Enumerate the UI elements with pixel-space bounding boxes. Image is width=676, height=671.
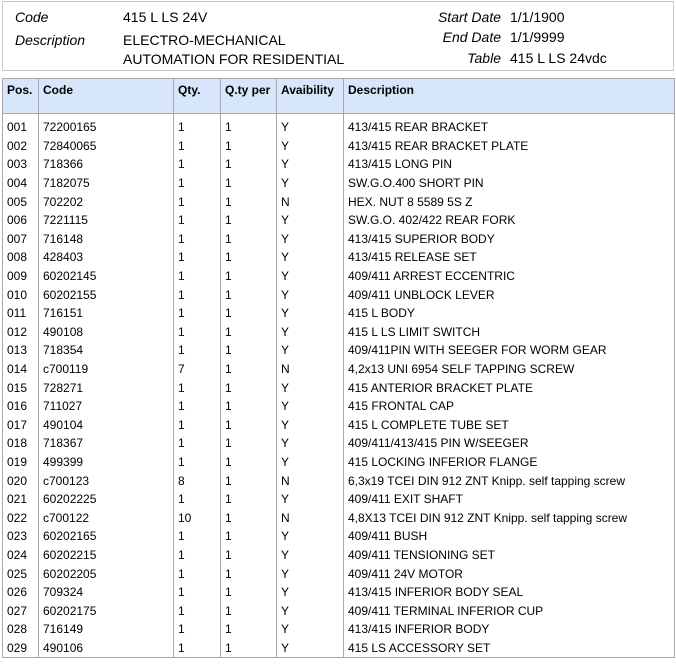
cell-code: 718367 [39, 434, 174, 453]
table-row [3, 508, 675, 527]
cell-description: 4,2x13 UNI 6954 SELF TAPPING SCREW [344, 360, 675, 379]
cell-description: 409/411PIN WITH SEEGER FOR WORM GEAR [344, 341, 675, 360]
cell-code: 709324 [39, 583, 174, 602]
cell-qty: 1 [174, 341, 221, 360]
end-date-label: End Date [442, 29, 501, 45]
table-row [3, 114, 675, 137]
cell-pos: 029 [3, 639, 39, 658]
cell-qty: 1 [174, 211, 221, 230]
cell-qty-per: 1 [221, 137, 277, 156]
cell-pos: 009 [3, 267, 39, 286]
cell-availability: Y [277, 323, 344, 342]
cell-availability: Y [277, 137, 344, 156]
cell-qty: 7 [174, 360, 221, 379]
cell-code: 60202175 [39, 601, 174, 620]
cell-qty-per: 1 [221, 192, 277, 211]
cell-qty: 1 [174, 583, 221, 602]
cell-qty-per: 1 [221, 583, 277, 602]
table-row [3, 230, 675, 249]
start-date-value: 1/1/1900 [510, 9, 565, 25]
cell-description: 409/411 TENSIONING SET [344, 546, 675, 565]
cell-availability: N [277, 508, 344, 527]
cell-qty: 1 [174, 267, 221, 286]
description-label: Description [15, 32, 86, 48]
cell-qty-per: 1 [221, 267, 277, 286]
cell-availability: Y [277, 211, 344, 230]
table-row [3, 471, 675, 490]
cell-description: 415 FRONTAL CAP [344, 397, 675, 416]
cell-description: 413/415 REAR BRACKET PLATE [344, 137, 675, 156]
cell-qty-per: 1 [221, 397, 277, 416]
table-row [3, 583, 675, 602]
table-row [3, 601, 675, 620]
table-header-row [3, 79, 675, 114]
cell-code: 72840065 [39, 137, 174, 156]
cell-pos: 003 [3, 155, 39, 174]
cell-availability: Y [277, 114, 344, 137]
cell-pos: 019 [3, 453, 39, 472]
cell-qty-per: 1 [221, 601, 277, 620]
cell-availability: Y [277, 230, 344, 249]
cell-qty-per: 1 [221, 285, 277, 304]
cell-qty-per: 1 [221, 230, 277, 249]
cell-description: 415 LS ACCESSORY SET [344, 639, 675, 658]
cell-pos: 023 [3, 527, 39, 546]
table-row [3, 285, 675, 304]
cell-description: 415 L COMPLETE TUBE SET [344, 416, 675, 435]
cell-pos: 028 [3, 620, 39, 639]
cell-qty-per: 1 [221, 620, 277, 639]
cell-code: 7221115 [39, 211, 174, 230]
cell-qty-per: 1 [221, 639, 277, 658]
table-label: Table [467, 50, 501, 66]
cell-pos: 021 [3, 490, 39, 509]
table-row [3, 527, 675, 546]
table-row [3, 416, 675, 435]
col-header-pos: Pos. [3, 79, 39, 114]
code-label: Code [15, 9, 49, 25]
cell-qty: 1 [174, 230, 221, 249]
cell-code: c700123 [39, 471, 174, 490]
cell-pos: 008 [3, 248, 39, 267]
cell-description: 409/411 BUSH [344, 527, 675, 546]
col-header-code: Code [39, 79, 174, 114]
description-line-1: ELECTRO-MECHANICAL [123, 32, 286, 48]
cell-availability: Y [277, 527, 344, 546]
cell-description: HEX. NUT 8 5589 5S Z [344, 192, 675, 211]
cell-availability: Y [277, 546, 344, 565]
cell-description: 409/411 TERMINAL INFERIOR CUP [344, 601, 675, 620]
cell-qty-per: 1 [221, 527, 277, 546]
start-date-label: Start Date [437, 9, 501, 25]
cell-qty: 1 [174, 620, 221, 639]
cell-qty: 1 [174, 601, 221, 620]
table-row [3, 192, 675, 211]
cell-qty-per: 1 [221, 564, 277, 583]
cell-code: 490106 [39, 639, 174, 658]
cell-description: SW.G.O. 402/422 REAR FORK [344, 211, 675, 230]
cell-qty: 1 [174, 397, 221, 416]
cell-qty-per: 1 [221, 114, 277, 137]
cell-pos: 018 [3, 434, 39, 453]
cell-description: 415 LOCKING INFERIOR FLANGE [344, 453, 675, 472]
cell-code: 702202 [39, 192, 174, 211]
cell-pos: 013 [3, 341, 39, 360]
cell-code: 716148 [39, 230, 174, 249]
table-row [3, 434, 675, 453]
cell-availability: Y [277, 341, 344, 360]
cell-availability: Y [277, 174, 344, 193]
table-row [3, 546, 675, 565]
table-value: 415 L LS 24vdc [510, 50, 607, 66]
cell-pos: 014 [3, 360, 39, 379]
cell-pos: 011 [3, 304, 39, 323]
cell-description: 6,3x19 TCEI DIN 912 ZNT Knipp. self tapping screw [344, 471, 675, 490]
cell-availability: Y [277, 155, 344, 174]
cell-qty-per: 1 [221, 471, 277, 490]
cell-pos: 026 [3, 583, 39, 602]
cell-code: 490108 [39, 323, 174, 342]
cell-pos: 007 [3, 230, 39, 249]
cell-qty-per: 1 [221, 248, 277, 267]
cell-description: 413/415 INFERIOR BODY SEAL [344, 583, 675, 602]
cell-qty: 1 [174, 114, 221, 137]
cell-qty: 1 [174, 304, 221, 323]
cell-pos: 010 [3, 285, 39, 304]
cell-pos: 027 [3, 601, 39, 620]
cell-code: 60202205 [39, 564, 174, 583]
cell-pos: 017 [3, 416, 39, 435]
cell-qty-per: 1 [221, 490, 277, 509]
cell-description: 4,8X13 TCEI DIN 912 ZNT Knipp. self tapping screw [344, 508, 675, 527]
cell-qty: 1 [174, 137, 221, 156]
cell-description: 415 L LS LIMIT SWITCH [344, 323, 675, 342]
cell-pos: 022 [3, 508, 39, 527]
cell-qty-per: 1 [221, 434, 277, 453]
cell-code: 716151 [39, 304, 174, 323]
cell-qty: 1 [174, 416, 221, 435]
cell-description: 413/415 SUPERIOR BODY [344, 230, 675, 249]
cell-qty: 1 [174, 155, 221, 174]
cell-code: 716149 [39, 620, 174, 639]
cell-qty-per: 1 [221, 378, 277, 397]
cell-description: 413/415 REAR BRACKET [344, 114, 675, 137]
cell-description: 413/415 INFERIOR BODY [344, 620, 675, 639]
table-row [3, 620, 675, 639]
table-row [3, 453, 675, 472]
cell-availability: Y [277, 490, 344, 509]
table-row [3, 397, 675, 416]
cell-code: 728271 [39, 378, 174, 397]
table-row [3, 378, 675, 397]
cell-availability: Y [277, 285, 344, 304]
cell-availability: Y [277, 248, 344, 267]
cell-availability: Y [277, 583, 344, 602]
cell-description: SW.G.O.400 SHORT PIN [344, 174, 675, 193]
cell-qty-per: 1 [221, 211, 277, 230]
cell-pos: 002 [3, 137, 39, 156]
cell-pos: 004 [3, 174, 39, 193]
cell-availability: Y [277, 397, 344, 416]
cell-qty: 1 [174, 639, 221, 658]
cell-description: 413/415 RELEASE SET [344, 248, 675, 267]
cell-qty: 10 [174, 508, 221, 527]
cell-description: 409/411 EXIT SHAFT [344, 490, 675, 509]
cell-pos: 015 [3, 378, 39, 397]
cell-availability: N [277, 192, 344, 211]
cell-availability: N [277, 360, 344, 379]
table-row [3, 248, 675, 267]
cell-qty-per: 1 [221, 341, 277, 360]
cell-availability: Y [277, 453, 344, 472]
col-header-qty: Qty. [174, 79, 221, 114]
cell-code: 7182075 [39, 174, 174, 193]
cell-pos: 001 [3, 114, 39, 137]
cell-code: 428403 [39, 248, 174, 267]
cell-qty: 1 [174, 323, 221, 342]
table-row [3, 639, 675, 658]
cell-availability: Y [277, 434, 344, 453]
document-header [2, 1, 674, 71]
cell-pos: 020 [3, 471, 39, 490]
cell-availability: Y [277, 304, 344, 323]
cell-qty-per: 1 [221, 360, 277, 379]
cell-qty-per: 1 [221, 546, 277, 565]
cell-code: 72200165 [39, 114, 174, 137]
cell-code: 60202145 [39, 267, 174, 286]
cell-qty-per: 1 [221, 323, 277, 342]
table-row [3, 155, 675, 174]
cell-qty: 1 [174, 192, 221, 211]
cell-code: 718354 [39, 341, 174, 360]
table-row [3, 174, 675, 193]
cell-qty: 1 [174, 546, 221, 565]
cell-qty: 1 [174, 564, 221, 583]
cell-description: 409/411/413/415 PIN W/SEEGER [344, 434, 675, 453]
cell-qty: 1 [174, 490, 221, 509]
cell-qty-per: 1 [221, 155, 277, 174]
cell-qty: 1 [174, 527, 221, 546]
cell-code: c700122 [39, 508, 174, 527]
description-line-2: AUTOMATION FOR RESIDENTIAL [123, 51, 345, 67]
cell-availability: Y [277, 620, 344, 639]
cell-pos: 016 [3, 397, 39, 416]
cell-availability: Y [277, 416, 344, 435]
cell-qty: 8 [174, 471, 221, 490]
cell-availability: Y [277, 267, 344, 286]
cell-availability: Y [277, 601, 344, 620]
cell-availability: Y [277, 639, 344, 658]
cell-code: 499399 [39, 453, 174, 472]
cell-qty-per: 1 [221, 174, 277, 193]
end-date-value: 1/1/9999 [510, 29, 565, 45]
cell-qty-per: 1 [221, 453, 277, 472]
col-header-description: Description [344, 79, 675, 114]
table-row [3, 490, 675, 509]
cell-qty: 1 [174, 248, 221, 267]
cell-pos: 005 [3, 192, 39, 211]
cell-pos: 025 [3, 564, 39, 583]
cell-qty-per: 1 [221, 508, 277, 527]
parts-table [2, 78, 675, 658]
col-header-availability: Avaibility [277, 79, 344, 114]
cell-qty: 1 [174, 453, 221, 472]
cell-code: 711027 [39, 397, 174, 416]
cell-description: 409/411 UNBLOCK LEVER [344, 285, 675, 304]
table-row [3, 341, 675, 360]
table-row [3, 564, 675, 583]
cell-qty-per: 1 [221, 416, 277, 435]
cell-qty: 1 [174, 434, 221, 453]
table-row [3, 211, 675, 230]
cell-pos: 012 [3, 323, 39, 342]
cell-code: 60202155 [39, 285, 174, 304]
cell-code: 490104 [39, 416, 174, 435]
cell-code: 60202215 [39, 546, 174, 565]
cell-qty-per: 1 [221, 304, 277, 323]
cell-code: c700119 [39, 360, 174, 379]
cell-code: 60202165 [39, 527, 174, 546]
table-row [3, 304, 675, 323]
table-row [3, 267, 675, 286]
table-row [3, 137, 675, 156]
cell-availability: Y [277, 378, 344, 397]
cell-description: 415 L BODY [344, 304, 675, 323]
cell-qty: 1 [174, 285, 221, 304]
cell-description: 409/411 24V MOTOR [344, 564, 675, 583]
code-value: 415 L LS 24V [123, 9, 208, 25]
cell-description: 415 ANTERIOR BRACKET PLATE [344, 378, 675, 397]
cell-availability: N [277, 471, 344, 490]
table-row [3, 323, 675, 342]
cell-code: 718366 [39, 155, 174, 174]
cell-code: 60202225 [39, 490, 174, 509]
col-header-qty-per: Q.ty per [221, 79, 277, 114]
cell-qty: 1 [174, 378, 221, 397]
parts-table-body [3, 114, 675, 658]
cell-description: 409/411 ARREST ECCENTRIC [344, 267, 675, 286]
cell-description: 413/415 LONG PIN [344, 155, 675, 174]
cell-pos: 024 [3, 546, 39, 565]
cell-availability: Y [277, 564, 344, 583]
cell-pos: 006 [3, 211, 39, 230]
cell-qty: 1 [174, 174, 221, 193]
table-row [3, 360, 675, 379]
